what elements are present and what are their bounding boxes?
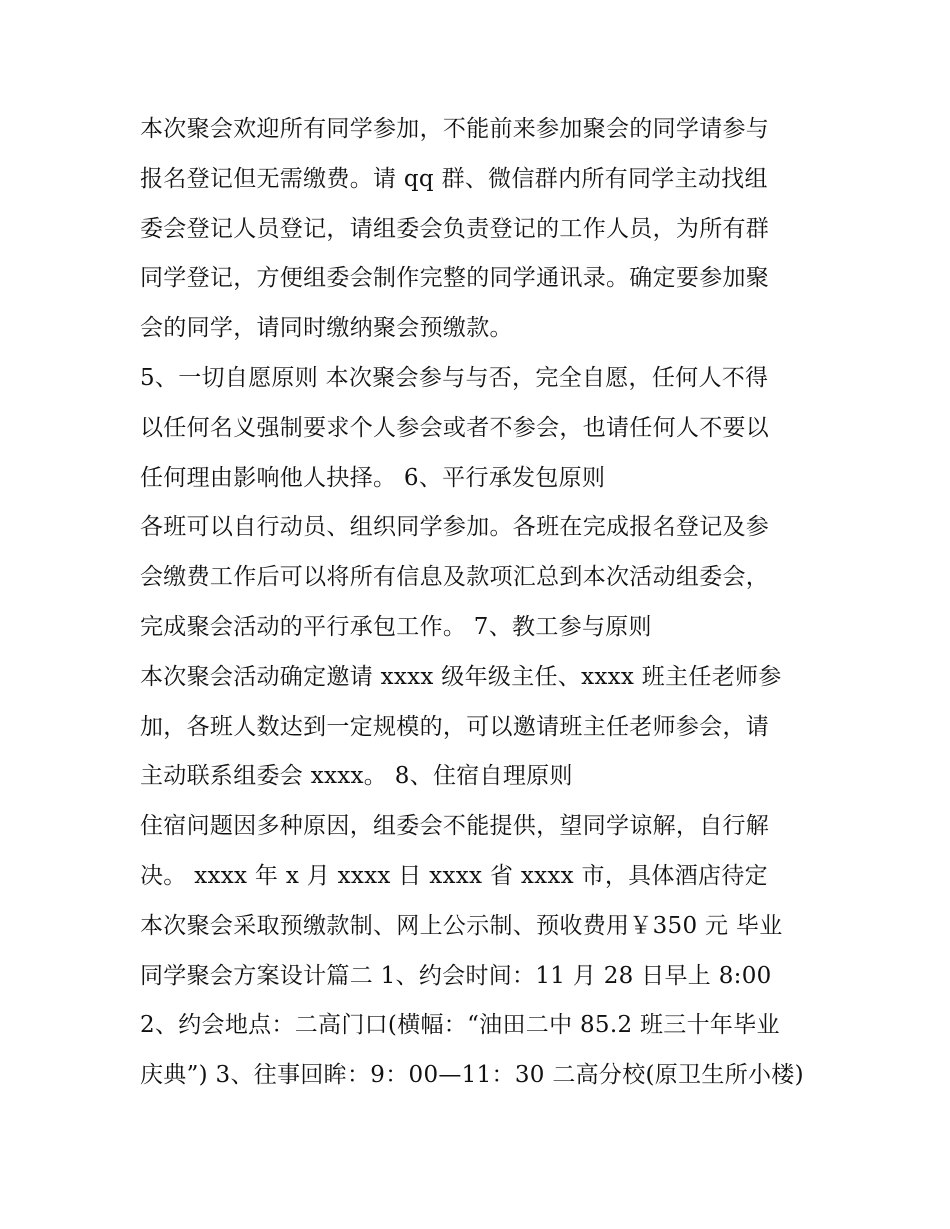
text-line: 各班可以自行动员、组织同学参加。各班在完成报名登记及参 xyxy=(140,514,770,541)
text-line: 同学登记，方便组委会制作完整的同学通讯录。确定要参加聚 xyxy=(140,265,770,292)
text-line: 会的同学，请同时缴纳聚会预缴款。 xyxy=(140,315,513,342)
text-line: 以任何名义强制要求个人参会或者不参会，也请任何人不要以 xyxy=(140,414,770,441)
text-line: 决。 xxxx 年 x 月 xxxx 日 xxxx 省 xxxx 市，具体酒店待定 xyxy=(140,862,768,889)
document-body xyxy=(140,105,820,1101)
text-line: 本次聚会采取预缴款制、网上公示制、预收费用￥350 元 毕业 xyxy=(140,912,783,939)
text-line: 本次聚会活动确定邀请 xxxx 级年级主任、xxxx 班主任老师参 xyxy=(140,663,782,690)
text-line: 任何理由影响他人抉择。 6、平行承发包原则 xyxy=(140,464,606,491)
text-line: 住宿问题因多种原因，组委会不能提供，望同学谅解，自行解 xyxy=(140,813,770,840)
text-line: 5、一切自愿原则 本次聚会参与与否，完全自愿，任何人不得 xyxy=(140,364,769,391)
text-line: 同学聚会方案设计篇二 1、约会时间：11 月 28 日早上 8:00 xyxy=(140,962,772,989)
text-line: 会缴费工作后可以将所有信息及款项汇总到本次活动组委会， xyxy=(140,564,770,591)
text-line: 主动联系组委会 xxxx。 8、住宿自理原则 xyxy=(140,763,573,790)
text-line: 本次聚会欢迎所有同学参加，不能前来参加聚会的同学请参与 xyxy=(140,116,770,142)
text-line: 完成聚会活动的平行承包工作。 7、教工参与原则 xyxy=(140,613,652,640)
text-line: 2、约会地点：二高门口(横幅：“油田二中 85.2 班三十年毕业 xyxy=(140,1012,780,1039)
text-line: 加，各班人数达到一定规模的，可以邀请班主任老师参会，请 xyxy=(140,713,770,740)
text-line: 庆典”) 3、往事回眸：9：00—11：30 二高分校(原卫生所小楼) xyxy=(140,1062,804,1089)
text-line: 报名登记但无需缴费。请 qq 群、微信群内所有同学主动找组 xyxy=(140,165,768,192)
text-line: 委会登记人员登记，请组委会负责登记的工作人员，为所有群 xyxy=(140,215,770,242)
